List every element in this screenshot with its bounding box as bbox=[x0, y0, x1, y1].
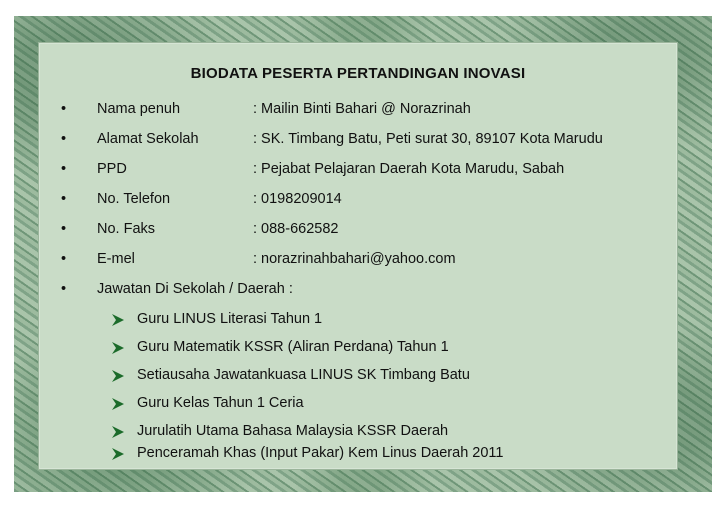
arrow-bullet-icon bbox=[111, 369, 125, 383]
position-text: Guru Kelas Tahun 1 Ceria bbox=[137, 395, 304, 411]
position-item bbox=[39, 367, 677, 389]
position-text: Penceramah Khas (Input Pakar) Kem Linus Daerah 2011 bbox=[137, 445, 504, 461]
arrow-bullet-icon bbox=[111, 341, 125, 355]
bullet-icon: • bbox=[61, 191, 67, 207]
field-label: PPD bbox=[97, 161, 127, 177]
field-label: E-mel bbox=[97, 251, 135, 267]
arrow-bullet-icon bbox=[111, 447, 125, 461]
bullet-icon: • bbox=[61, 251, 67, 267]
arrow-bullet-icon bbox=[111, 313, 125, 327]
position-text: Jurulatih Utama Bahasa Malaysia KSSR Daerah bbox=[137, 423, 449, 439]
position-text: Setiausaha Jawatankuasa LINUS SK Timbang Batu bbox=[137, 367, 470, 383]
positions-heading: Jawatan Di Sekolah / Daerah : bbox=[97, 281, 293, 297]
field-row-phone bbox=[39, 191, 677, 213]
field-label: No. Telefon bbox=[97, 191, 171, 207]
field-row-fax bbox=[39, 221, 677, 243]
position-item bbox=[39, 339, 677, 361]
field-row-school-address bbox=[39, 131, 677, 153]
field-value: : SK. Timbang Batu, Peti surat 30, 89107 Kota Marudu bbox=[253, 131, 603, 147]
position-item bbox=[39, 445, 677, 467]
field-row-email bbox=[39, 251, 677, 273]
bullet-icon: • bbox=[61, 131, 67, 147]
position-text: Guru Matematik KSSR (Aliran Perdana) Tahun 1 bbox=[137, 339, 449, 355]
bullet-icon: • bbox=[61, 101, 67, 117]
field-value: : 0198209014 bbox=[253, 191, 342, 207]
bullet-icon: • bbox=[61, 281, 67, 297]
field-label: No. Faks bbox=[97, 221, 156, 237]
field-label: Nama penuh bbox=[97, 101, 181, 117]
field-value: : 088-662582 bbox=[253, 221, 339, 237]
bullet-icon: • bbox=[61, 161, 67, 177]
positions-heading-row bbox=[39, 281, 677, 303]
position-item bbox=[39, 423, 677, 445]
field-value: : norazrinahbahari@yahoo.com bbox=[253, 251, 456, 267]
biodata-panel bbox=[38, 42, 678, 470]
arrow-bullet-icon bbox=[111, 397, 125, 411]
field-value: : Pejabat Pelajaran Daerah Kota Marudu, Sabah bbox=[253, 161, 565, 177]
field-value: : Mailin Binti Bahari @ Norazrinah bbox=[253, 101, 471, 117]
position-item bbox=[39, 311, 677, 333]
page-title: BIODATA PESERTA PERTANDINGAN INOVASI bbox=[190, 65, 526, 82]
field-label: Alamat Sekolah bbox=[97, 131, 199, 147]
bullet-icon: • bbox=[61, 221, 67, 237]
position-text: Guru LINUS Literasi Tahun 1 bbox=[137, 311, 323, 327]
field-row-full-name bbox=[39, 101, 677, 123]
field-row-ppd bbox=[39, 161, 677, 183]
arrow-bullet-icon bbox=[111, 425, 125, 439]
position-item bbox=[39, 395, 677, 417]
